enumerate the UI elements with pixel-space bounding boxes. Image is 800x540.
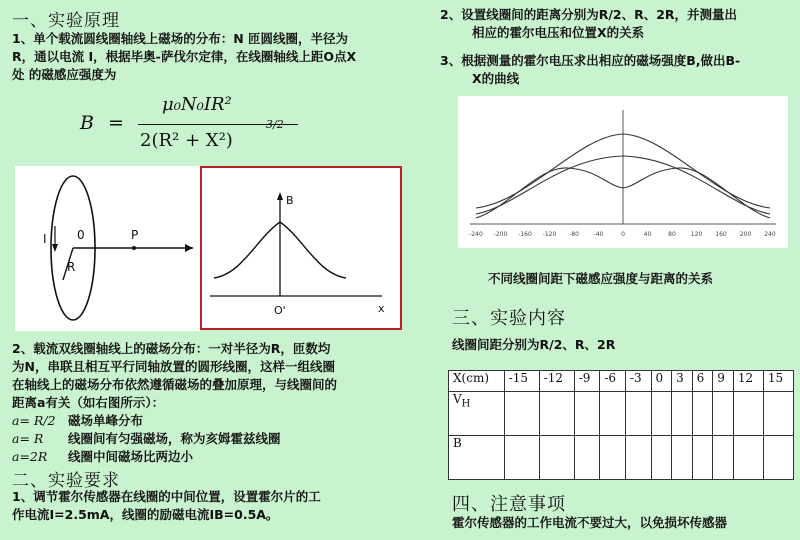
chart-tick-label: 200 [739, 231, 752, 238]
formula-exponent: 3/2 [266, 118, 284, 131]
table-header-cell: -15 [504, 371, 539, 392]
double-coil-chart [458, 96, 788, 248]
table-header-cell: 9 [713, 371, 734, 392]
para2-line-3: 在轴线上的磁场分布依然遵循磁场的叠加原理，与线圈间的 [12, 377, 338, 392]
case-3-desc: 线圈中间磁场比两边小 [68, 449, 194, 464]
point-p [132, 246, 136, 250]
table-header-cell: -9 [574, 371, 600, 392]
chart-caption: 不同线圈间距下磁感应强度与距离的关系 [488, 271, 714, 286]
right-item-3-line-2: X的曲线 [472, 71, 520, 86]
para2 [12, 340, 412, 412]
chart-tick-label: -200 [493, 231, 508, 238]
right-item-2-line-1: 2、设置线圈间的距离分别为R/2、R、2R，并测量出 [440, 7, 738, 22]
chart-tick-label: -80 [569, 231, 579, 238]
para2-line-1: 2、载流双线圈轴线上的磁场分布：一对半径为R，匝数均 [12, 341, 331, 356]
right-item-2-line-2: 相应的霍尔电压和位置X的关系 [472, 25, 645, 40]
cases-list [12, 412, 412, 466]
chart-tick-label: -160 [518, 231, 532, 238]
case-3 [12, 448, 412, 466]
section3-title: 三、实验内容 [452, 308, 566, 329]
para1-line-1: 1、单个载流圆线圈轴线上磁场的分布：N 匝圆线圈，半径为 [12, 31, 349, 46]
row-vh-sub: H [461, 398, 471, 410]
bell-curve [202, 168, 400, 328]
chart-tick-label: -240 [469, 231, 483, 238]
table-header-cell: X(cm) [449, 371, 505, 392]
formula-denominator: 2(R² + X²) [140, 130, 233, 151]
para1-line-2: R，通以电流 I，根据毕奥-萨伐尔定律，在线圈轴线上距O点X [12, 49, 357, 64]
section2-title: 二、实验要求 [12, 471, 120, 491]
chart-tick-label: 40 [643, 231, 652, 238]
data-table [448, 370, 794, 480]
para1-line-3: 处 的磁感应强度为 [12, 67, 117, 82]
chart-tick-label: 160 [715, 231, 727, 238]
para1 [12, 30, 412, 84]
coil-diagram [15, 166, 200, 331]
section2-line-2: 作电流I=2.5mA，线圈的励磁电流IB=0.5A。 [12, 507, 279, 522]
field-curve-figure [200, 166, 402, 330]
table-row-label: B [449, 436, 505, 480]
table-header-cell: 3 [672, 371, 693, 392]
case-2 [12, 430, 412, 448]
table-header-cell: 15 [763, 371, 793, 392]
label-x: x [378, 302, 385, 315]
chart-tick-label: 240 [764, 231, 776, 238]
table-row-b [449, 436, 794, 480]
section2-body [12, 488, 412, 524]
axis-arrow [185, 244, 193, 252]
para2-line-4: 距离a有关（如右图所示）： [12, 395, 165, 410]
case-1-cond: a= R/2 [12, 413, 56, 428]
chart-tick-label: 0 [621, 231, 625, 238]
section3-subtitle: 线圈间距分别为R/2、R、2R [452, 337, 616, 352]
table-header-row [449, 371, 794, 392]
formula-eq: = [108, 112, 124, 134]
chart-x-ticks [469, 231, 776, 238]
table-header-cell: 6 [692, 371, 713, 392]
table-header-cell: 0 [651, 371, 672, 392]
case-2-desc: 线圈间有匀强磁场，称为亥姆霍兹线圈 [68, 431, 281, 446]
case-1 [12, 412, 412, 430]
para2-line-2: 为N，串联且相互平行同轴放置的圆形线圈，这样一组线圈 [12, 359, 335, 374]
label-R: R [67, 260, 76, 274]
table-header-cell: -3 [625, 371, 651, 392]
table-header-cell: -12 [539, 371, 574, 392]
label-B: B [286, 194, 294, 207]
section2-line-1: 1、调节霍尔传感器在线圈的中间位置，设置霍尔片的工 [12, 489, 321, 504]
coil-figure [15, 166, 200, 331]
case-2-cond: a= R [12, 431, 44, 446]
table-header-cell: 12 [733, 371, 763, 392]
label-O-prime: O' [274, 304, 286, 317]
section1-title: 一、实验原理 [12, 11, 120, 31]
section4-title: 四、注意事项 [452, 494, 566, 515]
current-arrowhead [52, 244, 58, 252]
table-header-cell: -6 [600, 371, 626, 392]
label-P: P [131, 228, 139, 242]
chart-tick-label: 120 [690, 231, 703, 238]
table-row-label: $V_H$ [449, 392, 505, 436]
double-coil-chart-svg [458, 96, 788, 248]
label-O: 0 [77, 228, 85, 242]
case-3-cond: a=2R [12, 449, 48, 464]
chart-tick-label: 80 [668, 231, 676, 238]
right-item-3 [440, 52, 795, 88]
formula-lhs: B [80, 112, 94, 134]
chart-tick-label: -40 [593, 231, 604, 238]
table-row-vh [449, 392, 794, 436]
label-I: I [43, 232, 47, 246]
biot-savart-formula [80, 94, 310, 164]
b-axis-arrow [277, 192, 283, 200]
formula-numerator: μ₀N₀IR² [162, 94, 232, 115]
right-item-2 [440, 6, 795, 42]
chart-tick-label: -120 [542, 231, 557, 238]
section4-text: 霍尔传感器的工作电流不要过大，以免损坏传感器 [452, 515, 728, 530]
right-item-3-line-1: 3、根据测量的霍尔电压求出相应的磁场强度B,做出B- [440, 53, 741, 68]
case-1-desc: 磁场单峰分布 [68, 413, 144, 428]
